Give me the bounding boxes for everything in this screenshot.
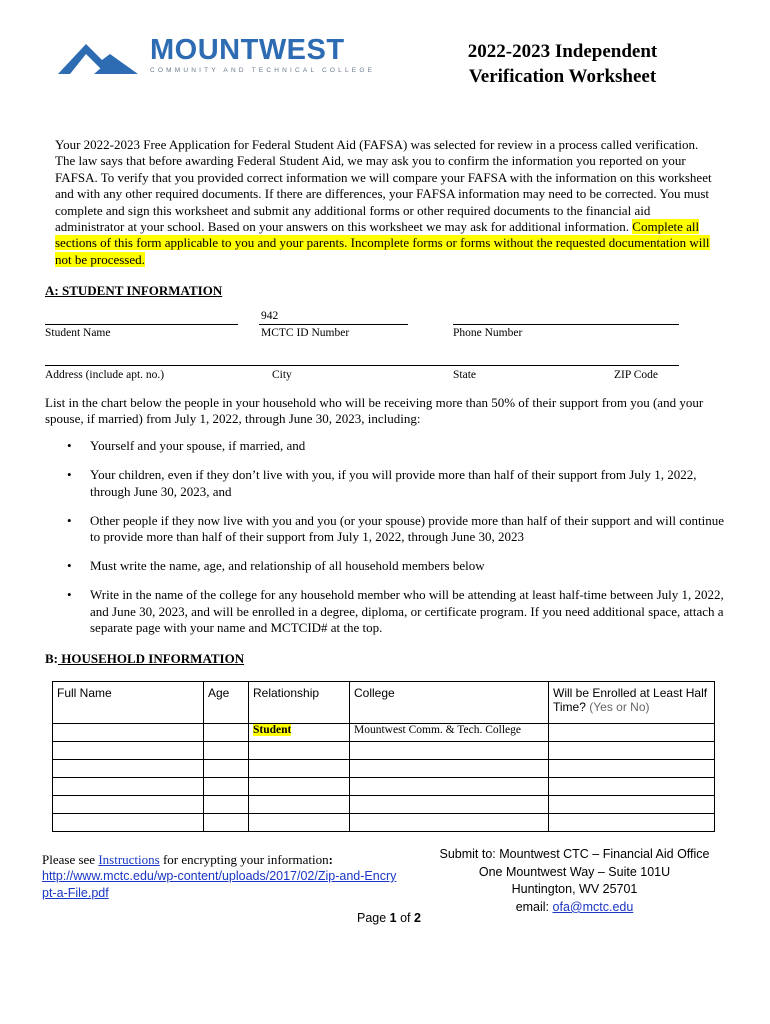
cell-college[interactable]: Mountwest Comm. & Tech. College	[350, 724, 549, 742]
col-relationship: Relationship	[249, 682, 350, 724]
phone-label: Phone Number	[453, 327, 523, 339]
list-item: • Must write the name, age, and relationship of all household members below	[67, 558, 485, 574]
intro-text: Your 2022-2023 Free Application for Federal Student Aid (FAFSA) was selected for review in a process called verification. The law says that before awarding Federal Student Aid, we may ask you to confirm the information you reported on your FAFSA. To verify that you provided correct information we will compare your FAFSA with the information on this worksheet and with any other required documents. If there are differences, your FAFSA information may need to be corrected. You must complete and sign this worksheet and submit any additional forms or other required documents to the financial aid administrator at your school. Based on your answers on this worksheet we may ask for additional information.	[55, 137, 712, 235]
zip-label: ZIP Code	[614, 369, 658, 381]
cell-relationship[interactable]: Student	[249, 724, 350, 742]
col-age: Age	[204, 682, 249, 724]
cell-relationship[interactable]	[249, 796, 350, 814]
household-criteria-list	[45, 438, 725, 649]
cell-college[interactable]	[350, 742, 549, 760]
student-name-field[interactable]	[45, 324, 238, 325]
cell-enrolled[interactable]	[549, 724, 715, 742]
cell-relationship[interactable]	[249, 742, 350, 760]
city-label: City	[272, 369, 292, 381]
bullet-icon: •	[67, 466, 72, 482]
cell-enrolled[interactable]	[549, 778, 715, 796]
section-a-heading: A: STUDENT INFORMATION	[45, 283, 223, 298]
cell-age[interactable]	[204, 760, 249, 778]
logo-subtitle: COMMUNITY AND TECHNICAL COLLEGE	[150, 67, 376, 74]
table-row	[53, 778, 715, 796]
col-full-name: Full Name	[53, 682, 204, 724]
cell-full-name[interactable]	[53, 778, 204, 796]
mctc-id-value: 942	[261, 310, 279, 322]
table-row	[53, 760, 715, 778]
table-row	[53, 796, 715, 814]
document-title	[455, 39, 670, 89]
cell-full-name[interactable]	[53, 724, 204, 742]
intro-paragraph	[55, 137, 715, 268]
cell-college[interactable]	[350, 760, 549, 778]
encryption-url-link[interactable]: http://www.mctc.edu/wp-content/uploads/2017/02/Zip-and-Encrypt-a-File.pdf	[42, 869, 397, 900]
cell-college[interactable]	[350, 796, 549, 814]
bullet-icon: •	[67, 587, 72, 603]
cell-enrolled[interactable]	[549, 814, 715, 832]
col-college: College	[350, 682, 549, 724]
phone-field[interactable]	[453, 324, 679, 325]
submit-address: Submit to: Mountwest CTC – Financial Aid Office One Mountwest Way – Suite 101U Huntington, WV 25701 email: ofa@mctc.edu	[439, 847, 710, 914]
cell-college[interactable]	[350, 814, 549, 832]
address-label: Address (include apt. no.)	[45, 369, 165, 381]
cell-enrolled[interactable]	[549, 760, 715, 778]
cell-full-name[interactable]	[53, 796, 204, 814]
cell-relationship[interactable]	[249, 778, 350, 796]
state-label: State	[453, 369, 476, 381]
bullet-icon: •	[67, 558, 72, 574]
instructions-link[interactable]: Instructions	[98, 852, 160, 867]
bullet-icon: •	[67, 438, 72, 453]
title-line-1: 2022-2023 Independent	[467, 41, 658, 62]
cell-relationship[interactable]	[249, 814, 350, 832]
cell-age[interactable]	[204, 742, 249, 760]
logo-wordmark: MOUNTWEST	[150, 34, 345, 66]
cell-age[interactable]	[204, 796, 249, 814]
section-b-heading: B: HOUSEHOLD INFORMATION	[45, 651, 245, 666]
cell-enrolled[interactable]	[549, 742, 715, 760]
table-header-row	[53, 682, 715, 724]
cell-age[interactable]	[204, 778, 249, 796]
list-item: • Yourself and your spouse, if married, and	[67, 438, 306, 453]
encryption-note: Please see Instructions for encrypting your information: http://www.mctc.edu/wp-content/uploads/2017/02/Zip-and-Encrypt-a-File.pdf	[42, 851, 412, 902]
cell-full-name[interactable]	[53, 742, 204, 760]
mctc-id-label: MCTC ID Number	[261, 327, 350, 339]
cell-enrolled[interactable]	[549, 796, 715, 814]
household-list-intro: List in the chart below the people in your household who will be receiving more than 50% of their support from you (and your spouse, if married) from July 1, 2022, through June 30, 2023, including:	[45, 395, 704, 427]
bullet-icon: •	[67, 512, 72, 528]
table-row	[53, 742, 715, 760]
student-name-label: Student Name	[45, 327, 111, 339]
page-number: Page 1 of 2	[357, 911, 421, 925]
cell-age[interactable]	[204, 814, 249, 832]
list-item: • Your children, even if they don’t live with you, if you will provide more than half of their support from July 1, 2022, through June 30, 2023, and	[67, 466, 697, 499]
list-item: • Other people if they now live with you and you (or your spouse) provide more than half of their support and will continue to provide more than half of their support from July 1, 2022, through June 30, 2023	[67, 512, 724, 545]
email-link[interactable]: ofa@mctc.edu	[552, 899, 634, 914]
intro-highlight: Complete all sections of this form applicable to you and your parents. Incomplete forms or forms without the requested documentation will not be processed.	[55, 219, 710, 267]
list-item: • Write in the name of the college for any household member who will be attending at least half-time between July 1, 2022, and June 30, 2023, and will be enrolled in a degree, diploma, or certificate program. If you need additional space, attach a separate page with your name and MCTCID# at the top.	[67, 587, 724, 636]
cell-full-name[interactable]	[53, 760, 204, 778]
cell-college[interactable]	[350, 778, 549, 796]
cell-relationship[interactable]	[249, 760, 350, 778]
household-table	[52, 681, 715, 832]
cell-full-name[interactable]	[53, 814, 204, 832]
title-line-2: Verification Worksheet	[468, 66, 657, 87]
col-enrolled: Will be Enrolled at Least Half Time? (Yes or No)	[549, 682, 715, 724]
table-row	[53, 724, 715, 742]
table-row	[53, 814, 715, 832]
cell-age[interactable]	[204, 724, 249, 742]
mctc-id-field[interactable]	[259, 324, 408, 325]
address-field[interactable]	[45, 365, 679, 366]
